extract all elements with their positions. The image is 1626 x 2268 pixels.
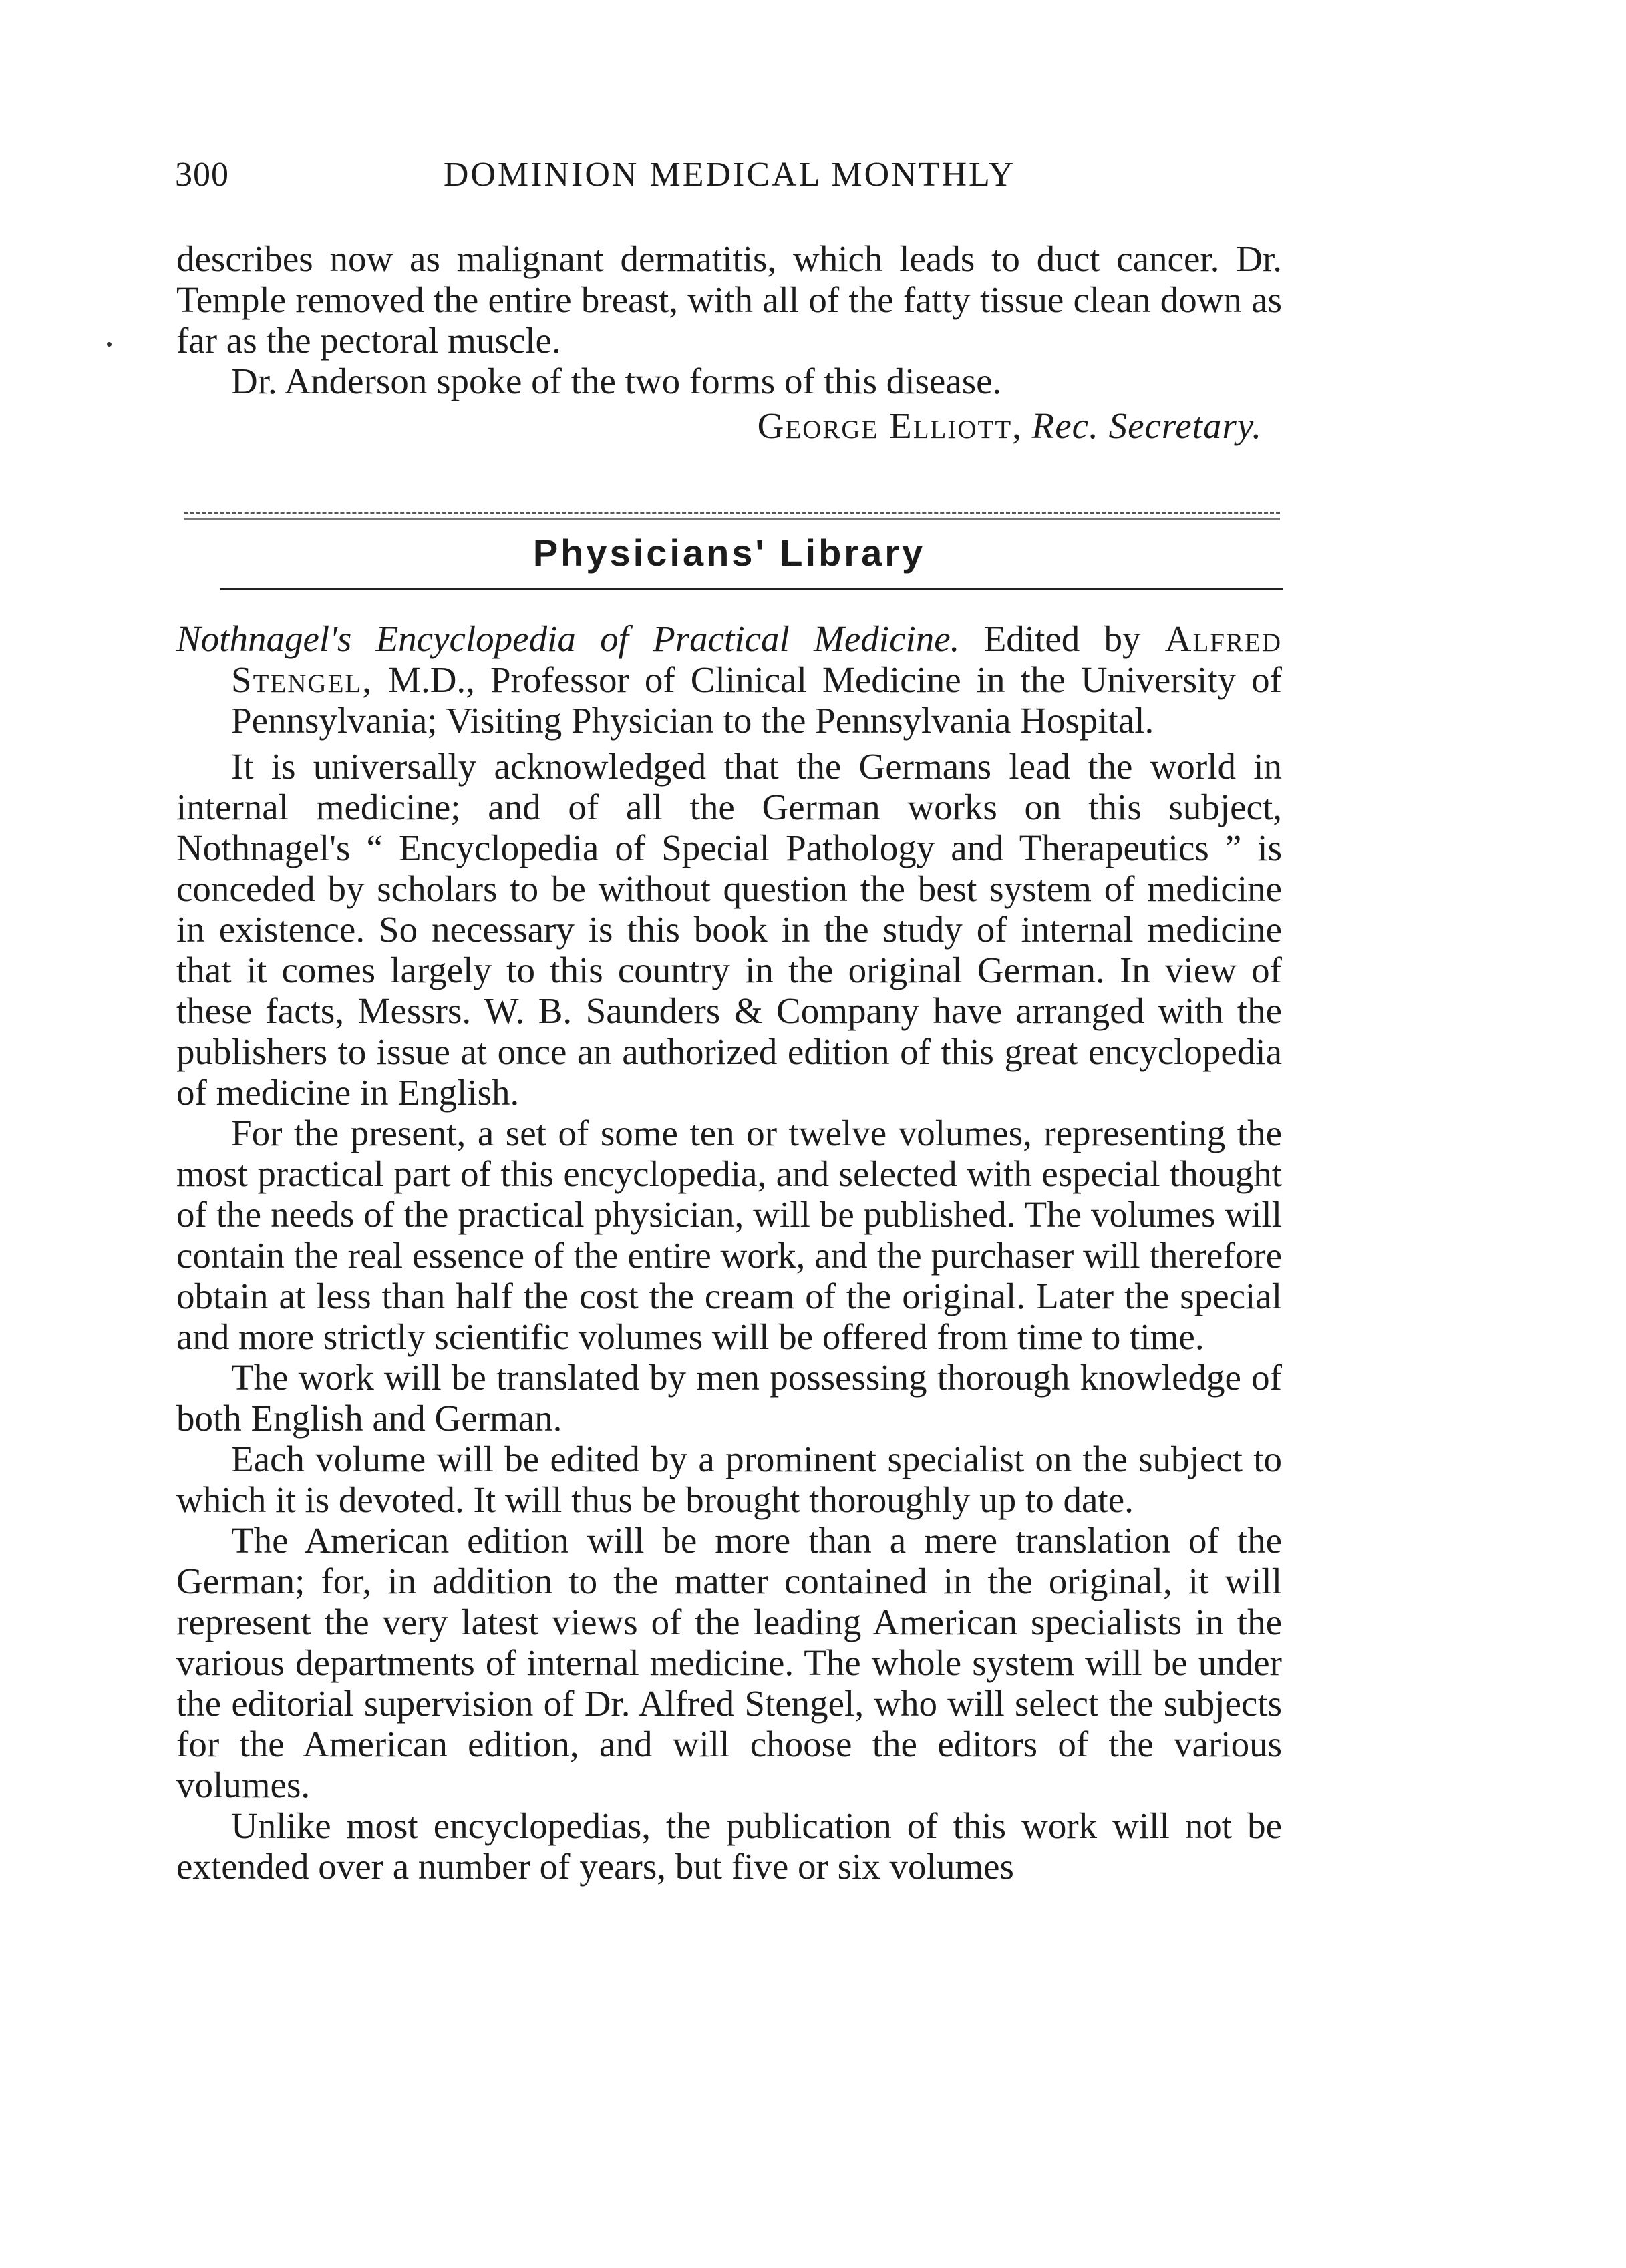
editor-details: M.D., Professor of Clinical Medicine in the University of Pennsylvania; Visiting Physician to the Pennsylvania Hospital. — [231, 659, 1282, 741]
body-paragraph: It is universally acknowledged that the Germans lead the world in internal medicine; and of all the German works on this subject, Nothnagel's “ Encyclopedia of Special Pathology and Therapeutics ” is conceded by scholars to be without question the best system of medicine in existence. So necessary is this book in the study of internal medicine that it comes largely to this country in the original German. In view of these facts, Messrs. W. B. Saunders & Company have arranged with the publishers to issue at once an authorized edition of this great encyclopedia of medicine in English. — [176, 746, 1282, 1113]
body-paragraph: The American edition will be more than a mere translation of the German; for, in addition to the matter contained in the original, it will represent the very latest views of the leading American specialists in the various departments of internal medicine. The whole system will be under the editorial supervision of Dr. Alfred Stengel, who will select the subjects for the American edition, and will choose the editors of the various volumes. — [176, 1520, 1282, 1805]
section-heading: Physicians' Library — [532, 532, 926, 574]
signatory-title: Rec. Secretary. — [1031, 405, 1262, 446]
running-head — [175, 155, 1284, 202]
signature-line — [176, 405, 1282, 446]
edited-by-label: Edited by — [983, 618, 1141, 659]
book-citation — [176, 618, 1282, 741]
body-paragraph: Dr. Anderson spoke of the two forms of this disease. — [231, 361, 1002, 401]
body-paragraph: The work will be translated by men possessing thorough knowledge of both English and German. — [176, 1357, 1282, 1439]
signatory-name: George Elliott, — [757, 405, 1023, 446]
body-paragraph: describes now as malignant dermatitis, which leads to duct cancer. Dr. Temple removed the entire breast, with all of the fatty tissue clean down as far as the pectoral muscle. — [176, 238, 1282, 361]
heading-underline-rule — [220, 588, 1283, 590]
body-paragraph: Unlike most encyclopedias, the publication of this work will not be extended over a number of years, but five or six volumes — [176, 1805, 1282, 1887]
journal-title: DOMINION MEDICAL MONTHLY — [443, 156, 1016, 194]
section-divider-rule — [184, 512, 1280, 514]
margin-ink-speck — [107, 342, 112, 347]
preceding-section — [176, 238, 1282, 446]
section-divider-rule — [184, 518, 1280, 520]
page-number: 300 — [175, 156, 229, 194]
body-paragraph: For the present, a set of some ten or twelve volumes, representing the most practical part of this encyclopedia, and selected with especial thought of the needs of the practical physician, will be published. The volumes will contain the real essence of the entire work, and the purchaser will therefore obtain at less than half the cost the cream of the original. Later the special and more strictly scientific volumes will be offered from time to time. — [176, 1113, 1282, 1357]
physicians-library-section — [176, 618, 1282, 1887]
editor-name: Alfred Stengel, — [231, 618, 1282, 700]
body-paragraph: Each volume will be edited by a prominent specialist on the subject to which it is devoted. It will thus be brought thoroughly up to date. — [176, 1439, 1282, 1520]
book-title: Nothnagel's Encyclopedia of Practical Medicine. — [176, 618, 960, 659]
